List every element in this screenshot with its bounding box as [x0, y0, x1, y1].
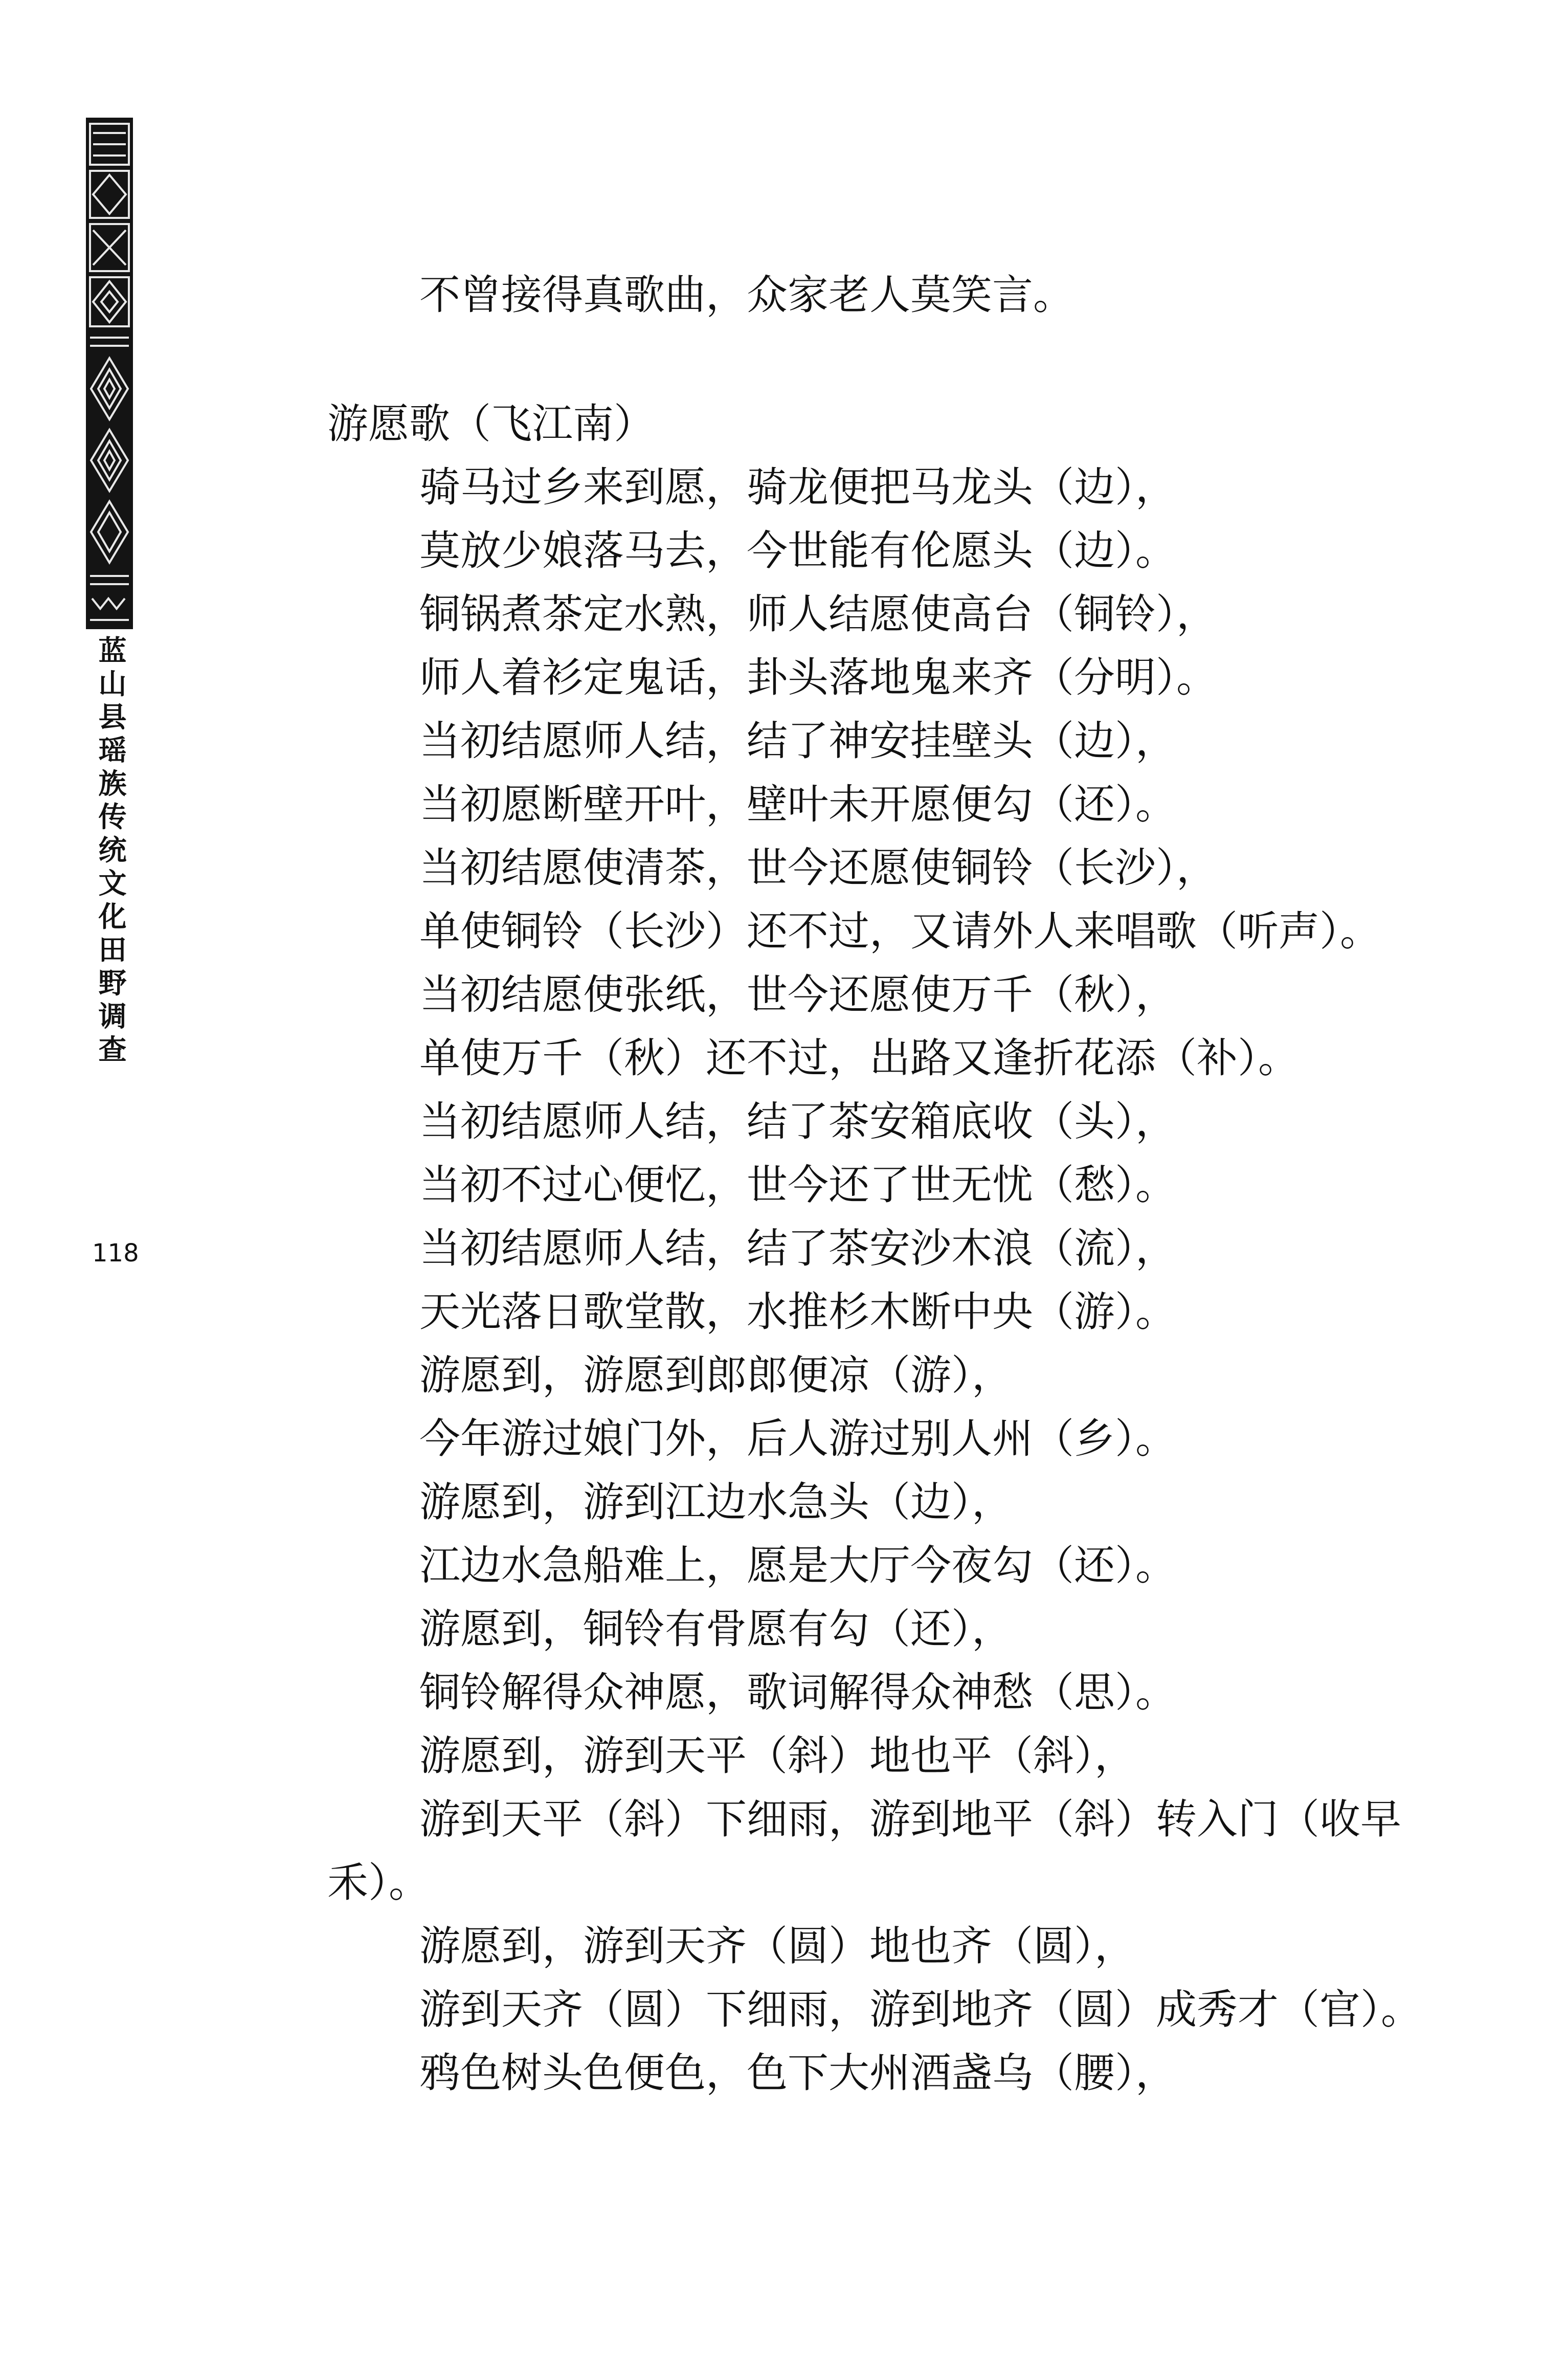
poem-line: 游到天平（斜）下细雨，游到地平（斜）转入门（收早禾）。 [327, 1795, 1401, 1906]
poem-line: 天光落日歌堂散，水推杉木断中央（游）。 [419, 1288, 1176, 1336]
poem-text-body [327, 263, 1493, 2105]
poem-line: 游愿到，铜铃有骨愿有勾（还）， [419, 1605, 1013, 1653]
poem-line: 鸦色树头色便色，色下大州酒盏乌（腰）， [419, 2049, 1176, 2097]
book-title-vertical: 蓝山县瑶族传统文化田野调查 [98, 634, 127, 1066]
poem-line: 骑马过乡来到愿，骑龙便把马龙头（边）， [419, 463, 1176, 511]
poem-opening-line: 不曾接得真歌曲，众家老人莫笑言。 [419, 271, 1074, 319]
poem-line: 当初结愿使清茶，世今还愿使铜铃（长沙）， [419, 844, 1217, 892]
poem-line: 游愿到，游到江边水急头（边）， [419, 1478, 1013, 1526]
poem-line: 当初结愿师人结，结了神安挂壁头（边）， [419, 717, 1176, 765]
poem-line: 铜铃解得众神愿，歌词解得众神愁（思）。 [419, 1669, 1176, 1716]
decorative-sidebar-pattern [86, 118, 133, 629]
pattern-motif-icon [86, 118, 133, 629]
poem-line: 当初愿断壁开叶，壁叶未开愿便勾（还）。 [419, 781, 1176, 828]
poem-line: 江边水急船难上，愿是大厅今夜勾（还）。 [419, 1542, 1176, 1589]
poem-line: 师人着衫定鬼话，卦头落地鬼来齐（分明）。 [419, 654, 1217, 701]
poem-line: 游愿到，游到天齐（圆）地也齐（圆）， [419, 1922, 1135, 1970]
poem-line: 当初结愿师人结，结了茶安箱底收（头）， [419, 1098, 1176, 1145]
poem-line: 单使铜铃（长沙）还不过，又请外人来唱歌（听声）。 [419, 907, 1381, 955]
poem-line: 铜锅煮茶定水熟，师人结愿使高台（铜铃）， [419, 590, 1217, 638]
poem-line: 当初不过心便忆，世今还了世无忧（愁）。 [419, 1161, 1176, 1209]
poem-line: 今年游过娘门外，后人游过别人州（乡）。 [419, 1415, 1176, 1462]
poem-line: 莫放少娘落马去，今世能有伦愿头（边）。 [419, 527, 1176, 574]
poem-line: 当初结愿使张纸，世今还愿使万千（秋）， [419, 971, 1176, 1018]
poem-line: 当初结愿师人结，结了茶安沙木浪（流）， [419, 1225, 1176, 1272]
poem-line: 游愿到，游愿到郎郎便凉（游）， [419, 1351, 1013, 1399]
page-number: 118 [92, 1239, 139, 1268]
poem-title: 游愿歌（飞江南） [327, 400, 655, 448]
poem-line: 游到天齐（圆）下细雨，游到地齐（圆）成秀才（官）。 [419, 1986, 1422, 2033]
poem-line: 单使万千（秋）还不过，出路又逢折花添（补）。 [419, 1034, 1299, 1082]
poem-line: 游愿到，游到天平（斜）地也平（斜）， [419, 1732, 1135, 1780]
